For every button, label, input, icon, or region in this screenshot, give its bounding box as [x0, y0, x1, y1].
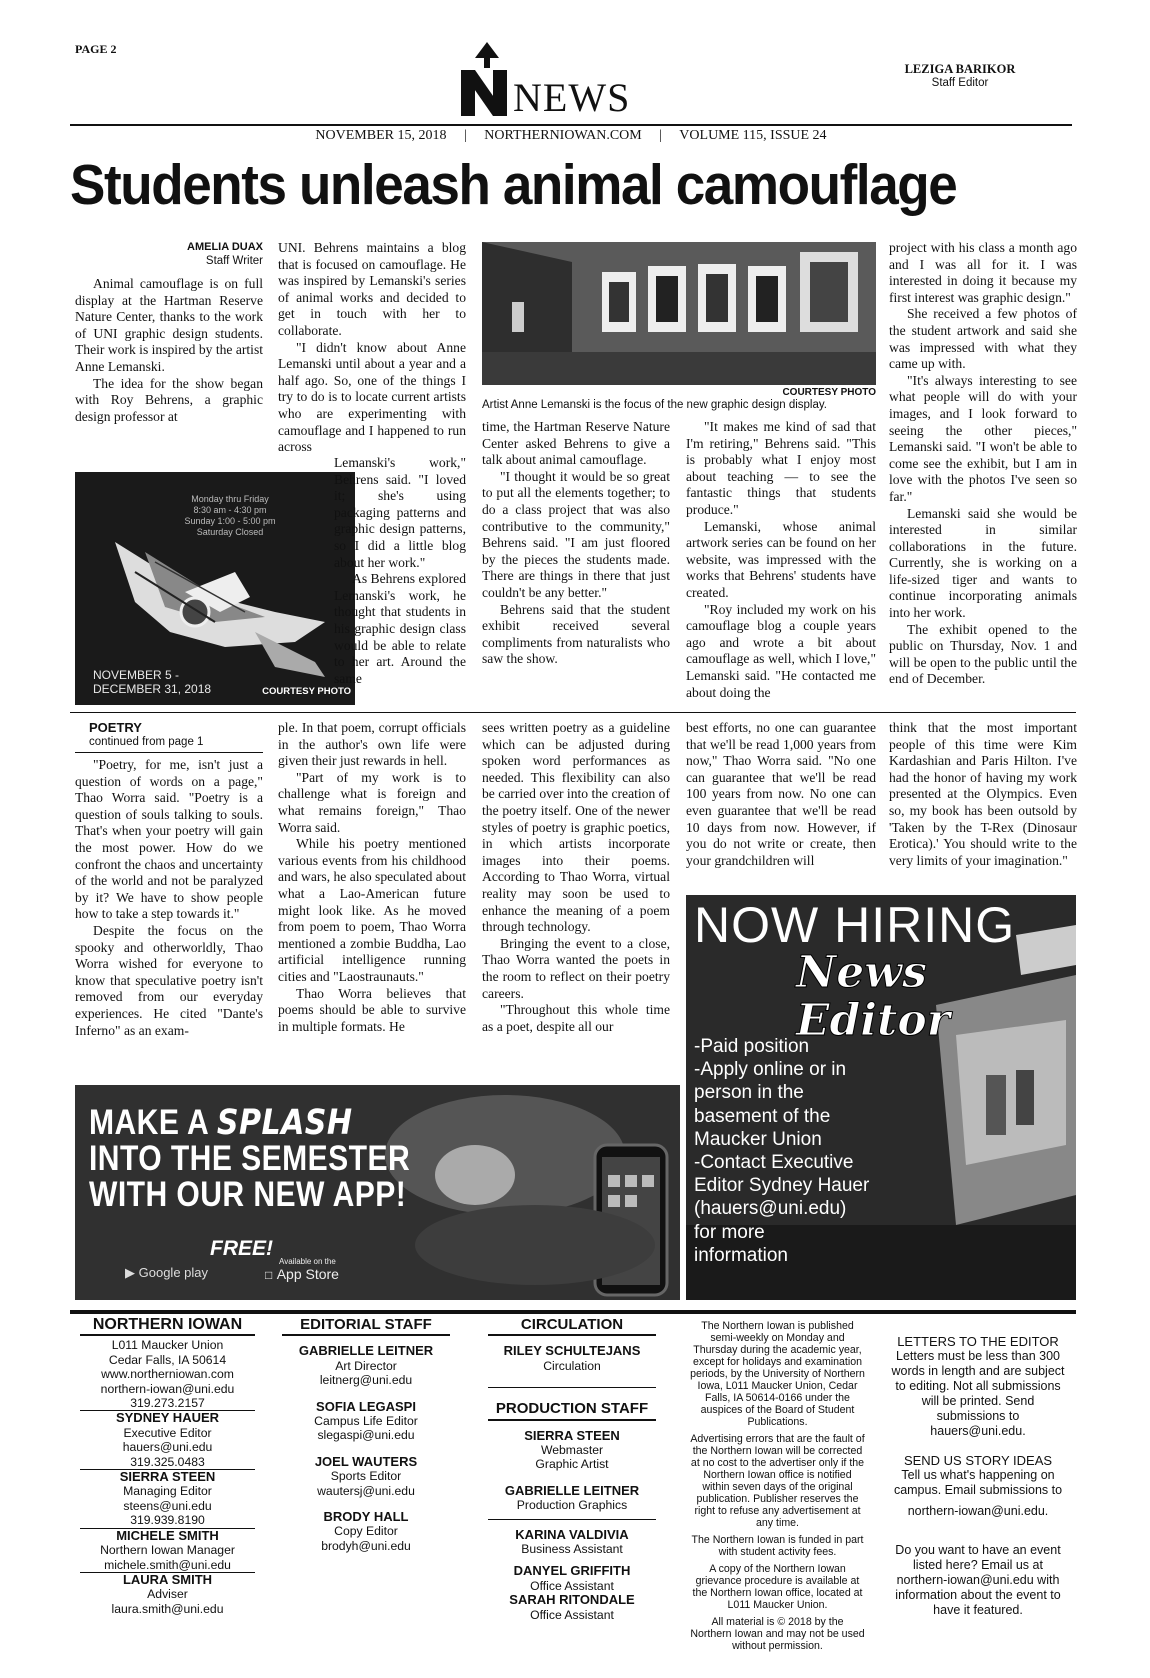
staff-role: Executive Editor	[123, 1425, 212, 1440]
staff-role: Managing Editor	[123, 1484, 212, 1499]
paragraph: "Roy included my work on his camouflage blog a couple years ago and wrote a bit about camouflage as well, which I love," Lemanski said. "He contacted me about doing the	[686, 601, 876, 700]
app-ad-headline	[89, 1105, 410, 1213]
staff-role: Campus Life Editor	[314, 1414, 418, 1429]
app-ad-line-1a: MAKE A	[89, 1103, 217, 1142]
editor-title: Staff Editor	[931, 77, 989, 89]
gallery-photo	[482, 242, 876, 385]
paragraph: Thao Worra believes that poems should be able to survive in multiple formats. He	[278, 985, 466, 1034]
staff-name: KARINA VALDIVIA	[515, 1526, 629, 1542]
letters-title: LETTERS TO THE EDITOR	[897, 1334, 1059, 1349]
header-rule	[70, 124, 1072, 126]
event-listing-body: Do you want to have an event listed here? Email us at northern-iowan@uni.edu with information about the event to have it featured.	[895, 1543, 1061, 1617]
poster-line: Sunday 1:00 - 5:00 pm	[184, 516, 276, 526]
hiring-line: -Contact Executive	[694, 1152, 854, 1174]
poetry-col-1	[75, 720, 263, 1039]
staff-role: Copy Editor	[334, 1524, 398, 1539]
app-ad-line-1	[89, 1105, 410, 1141]
section-title: NEWS	[513, 75, 631, 120]
staff-name: GABRIELLE LEITNER	[504, 1482, 640, 1498]
paragraph: The exhibit opened to the public on Thursday, Nov. 1 and will be open to the public until the end of December.	[889, 621, 1077, 687]
fine-print: Advertising errors that are the fault of the Northern Iowan will be corrected at no cost to the advertiser only if the Northern Iowan office is notified within seven days of the original publication. Publisher reserves the right to refuse any advertisement at any time.	[690, 1433, 865, 1529]
paragraph: think that the most important people of this time were Kim Kardashian and Paris Hilton. I've had the honor of having my work presented at the Olympics. Even so, my book has been outsold by 'Taken by the T-Rex (Dinosaur Erotica).' You should write to the very limits of your imagination."	[889, 720, 1077, 868]
production-staff-title: PRODUCTION STAFF	[488, 1402, 656, 1420]
paragraph: Despite the focus on the spooky and otherworldly, Thao Worra wished for everyone to know that speculative poetry isn't removed from our everyday experiences. He cited "Dante's Inferno" as an exam-	[75, 922, 263, 1038]
staff-email[interactable]: wautersj@uni.edu	[317, 1483, 415, 1498]
paragraph: ple. In that poem, corrupt officials in the author's own life were given their just rewards in hell.	[278, 720, 466, 769]
story-ideas-email[interactable]: northern-iowan@uni.edu.	[907, 1504, 1049, 1518]
paragraph: project with his class a month ago and I was all for it. I was interested in doing it because my first interest was graphic design."	[889, 240, 1077, 305]
section-divider	[70, 712, 1076, 713]
hiring-line: person in the	[694, 1082, 804, 1104]
article-col-5	[889, 240, 1077, 688]
poster-dates: NOVEMBER 5 - DECEMBER 31, 2018	[93, 668, 212, 696]
exhibit-poster-photo	[75, 472, 355, 705]
staff-name: JOEL WAUTERS	[314, 1453, 418, 1469]
fine-print: All material is © 2018 by the Northern Iowan and may not be used without permission.	[690, 1616, 865, 1652]
staff-phone: 319.325.0483	[80, 1455, 255, 1470]
editor-credit	[880, 62, 1040, 89]
masthead-column	[80, 1318, 255, 1616]
staff-email[interactable]: slegaspi@uni.edu	[317, 1428, 415, 1443]
hiring-details	[694, 1035, 869, 1267]
masthead-title: NORTHERN IOWAN	[80, 1318, 255, 1336]
staff-role: Business Assistant	[521, 1542, 623, 1557]
play-icon: ▶	[125, 1265, 135, 1280]
letters-column	[888, 1334, 1068, 1618]
staff-role: Sports Editor	[330, 1469, 402, 1484]
staff-role: Art Director	[335, 1358, 397, 1373]
hiring-line: Maucker Union	[694, 1128, 822, 1150]
staff-name: BRODY HALL	[323, 1509, 409, 1525]
poetry-tag: POETRY	[89, 720, 142, 735]
footer-rule	[70, 1310, 1076, 1314]
dateline	[70, 128, 1072, 144]
staff-name: LAURA SMITH	[122, 1571, 213, 1587]
hiring-email[interactable]: (hauers@uni.edu)	[694, 1198, 847, 1220]
article-col-4	[686, 419, 876, 701]
author-name: AMELIA DUAX	[187, 241, 263, 253]
photo-caption: Artist Anne Lemanski is the focus of the new graphic design display.	[482, 399, 827, 411]
hiring-line: -Paid position	[694, 1036, 810, 1057]
hiring-line: Editor Sydney Hauer	[694, 1175, 870, 1197]
fine-print: A copy of the Northern Iowan grievance procedure is available at the Northern Iowan office, located at L011 Maucker Union.	[692, 1563, 863, 1611]
app-store-label: App Store	[276, 1266, 339, 1282]
paragraph: Lemanski said she would be interested in similar collaborations in the future. Currently, she is working on a life-sized tiger and wants to continue incorporating animals into her work.	[889, 505, 1077, 621]
staff-role: Northern Iowan Manager	[100, 1543, 235, 1558]
poster-line: 8:30 am - 4:30 pm	[193, 505, 267, 515]
article-col-2-narrow	[334, 455, 466, 687]
poetry-col-4	[686, 720, 876, 869]
photo-credit: COURTESY PHOTO	[782, 387, 876, 398]
staff-email[interactable]: laura.smith@uni.edu	[111, 1601, 224, 1616]
app-store-button[interactable]	[265, 1257, 339, 1284]
photo-credit: COURTESY PHOTO	[262, 686, 351, 697]
paragraph: As Behrens explored Lemanski's work, he thought that students in his graphic design class would be able to relate to her art. Around the same	[334, 571, 467, 686]
app-ad-line-3: WITH OUR NEW APP!	[89, 1175, 407, 1214]
fine-print: The Northern Iowan is funded in part with student activity fees.	[691, 1534, 864, 1558]
paragraph: Lemanski, whose animal artwork series can be found on her website, was impressed with the works that Behrens' students have created.	[686, 518, 876, 600]
issue-date: NOVEMBER 15, 2018	[315, 128, 447, 143]
staff-name: SIERRA STEEN	[119, 1469, 216, 1485]
paragraph: "I didn't know about Anne Lemanski until about a year and a half ago. So, one of the things I try to do is to locate current artists who are experimenting with camouflage and I happened to run across	[278, 339, 466, 455]
poster-line: Saturday Closed	[196, 527, 264, 537]
staff-name: MICHELE SMITH	[116, 1527, 219, 1543]
app-store-small: Available on the	[279, 1257, 336, 1266]
article-col-1	[75, 240, 263, 425]
article-col-2-top	[278, 240, 466, 456]
address-line: L011 Maucker Union	[111, 1338, 224, 1353]
paragraph: She received a few photos of the student artwork and said she was impressed with what they came up with.	[889, 306, 1077, 372]
staff-name: SYDNEY HAUER	[115, 1410, 220, 1426]
paragraph: sees written poetry as a guideline which can be adjusted during spoken word performances as needed. This flexibility can also be carried over into the creation of the poetry itself. One of the newer styles of poetry is graphic poetics, in which artists incorporate images into their poems. According to Thao Worra, virtual reality may soon be used to enhance the meaning of a poem through technology.	[482, 720, 670, 935]
gallery-wall-image	[482, 242, 876, 385]
section-logo	[457, 40, 687, 120]
website-link[interactable]: www.northerniowan.com	[101, 1367, 234, 1382]
paragraph: While his poetry mentioned various events from his childhood and wars, he also speculated about what a Lao-American future might look like. As he moved from poem to poem, Thao Worra mentioned a zombie Buddha, Lao artificial intelligence running cities and "Laostraunauts."	[278, 836, 466, 984]
page-number: PAGE 2	[75, 42, 117, 56]
app-ad[interactable]	[75, 1085, 680, 1300]
paragraph: "I thought it would be so great to put all the elements together; to do a class project that was also contributive to the community," Behrens said. "I am just floored by the pieces the students made. There are things in there that just couldn't be any better."	[482, 468, 670, 600]
paragraph: "It's always interesting to see what people will do with your images, and I look forward to seeing the other pieces," Lemanski said. "I won't be able to come see the exhibit, but I am in love with the photos I've seen so far."	[889, 372, 1077, 504]
continued-note: continued from page 1	[75, 735, 263, 753]
staff-role: Webmaster	[540, 1443, 604, 1458]
website[interactable]: NORTHERNIOWAN.COM	[484, 128, 642, 143]
staff-name: SOFIA LEGASPI	[316, 1398, 416, 1414]
staff-phone: 319.939.8190	[80, 1513, 255, 1528]
phone-icon: □	[265, 1268, 273, 1282]
dateline-separator: |	[659, 128, 663, 143]
email-link[interactable]: northern-iowan@uni.edu	[100, 1381, 235, 1396]
poster-line: Monday thru Friday	[191, 494, 269, 504]
staff-email[interactable]: leitnerg@uni.edu	[319, 1373, 413, 1388]
staff-email[interactable]: michele.smith@uni.edu	[80, 1558, 255, 1573]
staff-email[interactable]: brodyh@uni.edu	[321, 1538, 411, 1553]
editorial-staff-title: EDITORIAL STAFF	[282, 1318, 450, 1336]
address-line: Cedar Falls, IA 50614	[108, 1352, 227, 1367]
poetry-col-2	[278, 720, 466, 1035]
hiring-line: for more	[694, 1221, 765, 1243]
staff-email[interactable]: hauers@uni.edu	[122, 1440, 213, 1455]
editorial-staff-column	[282, 1318, 450, 1553]
editor-name: LEZIGA BARIKOR	[904, 62, 1016, 76]
staff-role: Office Assistant	[530, 1578, 614, 1593]
dateline-separator: |	[463, 128, 467, 143]
staff-role: Adviser	[147, 1587, 188, 1602]
hiring-line: -Apply online or in	[694, 1059, 847, 1081]
free-label: FREE!	[210, 1237, 273, 1260]
volume: VOLUME 115, ISSUE 24	[679, 128, 827, 143]
staff-role: Office Assistant	[530, 1607, 614, 1622]
poetry-col-3	[482, 720, 670, 1035]
staff-name: GABRIELLE LEITNER	[298, 1343, 434, 1359]
hiring-title: NOW HIRING	[694, 897, 1016, 953]
splash-word: SPLASH	[216, 1103, 353, 1143]
headline: Students unleash animal camouflage	[70, 153, 957, 217]
circulation-title: CIRCULATION	[488, 1318, 656, 1336]
staff-role: Production Graphics	[488, 1498, 656, 1519]
staff-name: SIERRA STEEN	[524, 1427, 620, 1443]
fine-print: The Northern Iowan is published semi-weekly on Monday and Thursday during the academic year, except for holidays and examination periods, by the University of Northern Iowa, L011 Maucker Union, Cedar Falls, IA 50614-0166 under the auspices of the Board of Student Publications.	[690, 1320, 865, 1428]
paragraph: The idea for the show began with Roy Behrens, a graphic design professor at	[75, 375, 263, 424]
article-col-3	[482, 419, 670, 668]
google-play-label: Google play	[138, 1265, 209, 1280]
letters-body: Letters must be less than 300 words in length and are subject to editing. Not all submissions will be printed. Send submissions to hauers@uni.edu.	[891, 1349, 1065, 1438]
circulation-column	[488, 1318, 656, 1622]
story-ideas-title: SEND US STORY IDEAS	[903, 1453, 1053, 1468]
staff-name: DANYEL GRIFFITH	[513, 1563, 631, 1579]
staff-role: Circulation	[488, 1359, 656, 1388]
paragraph: "It makes me kind of sad that I'm retiring," Behrens said. "This is probably what I enjoy most about teaching — to see the fantastic things that students produce."	[686, 419, 876, 517]
publication-info	[690, 1320, 865, 1652]
paragraph: Lemanski's work," Behrens said. "I loved it; she's using packaging patterns and graphic design patterns, so I did a little blog about her work."	[334, 455, 466, 570]
paragraph: "Part of my work is to challenge what is foreign and what remains foreign," Thao Worra said.	[278, 769, 466, 835]
paragraph: UNI. Behrens maintains a blog that is focused on camouflage. He was inspired by Lemanski's series of animal works and decided to get in touch with her to collaborate.	[278, 240, 466, 338]
hiring-script: News Editor	[796, 947, 950, 1046]
ni-logo-icon	[457, 40, 517, 118]
google-play-button[interactable]	[125, 1265, 208, 1281]
hiring-line: information	[694, 1244, 788, 1266]
paragraph: Behrens said that the student exhibit received several compliments from naturalists who saw the show.	[482, 601, 670, 667]
app-ad-line-2: INTO THE SEMESTER	[89, 1139, 411, 1178]
story-ideas-body: Tell us what's happening on campus. Email submissions to	[893, 1468, 1063, 1497]
poetry-col-5	[889, 720, 1077, 869]
staff-name: RILEY SCHULTEJANS	[503, 1343, 641, 1359]
byline	[75, 240, 263, 268]
now-hiring-ad[interactable]	[686, 895, 1076, 1300]
staff-name: SARAH RITONDALE	[509, 1592, 635, 1608]
paragraph: best efforts, no one can guarantee that we'll be read 1,000 years from now," Thao Worra said. "No one can guarantee that we'll be read 100 years from now. No one can even guarantee that we'll be read 10 days from now. However, if you do not write or create, then your grandchildren will	[686, 720, 876, 868]
paragraph: "Poetry, for me, isn't just a question of words on a page," Thao Worra said. "Poetry is a question of souls talking to souls. That's when your poetry will gain the most power. How do we confront the chaos and uncertainty of the world and not be paralyzed by it? We have to show people how to take a step towards it."	[75, 757, 263, 922]
paragraph: "Throughout this whole time as a poet, despite all our	[482, 1002, 670, 1034]
phone: 319.273.2157	[80, 1396, 255, 1411]
paragraph: Bringing the event to a close, Thao Worra wanted the poets in the room to reflect on their poetry careers.	[482, 935, 670, 1001]
author-title: Staff Writer	[205, 255, 263, 267]
paragraph: time, the Hartman Reserve Nature Center asked Behrens to give a talk about animal camouflage.	[482, 419, 670, 468]
staff-role: Graphic Artist	[535, 1457, 609, 1472]
paragraph: Animal camouflage is on full display at the Hartman Reserve Nature Center, thanks to the work of UNI graphic design students. Their work is inspired by the artist Anne Lemanski.	[75, 276, 264, 374]
hiring-line: basement of the	[694, 1105, 831, 1127]
staff-email[interactable]: steens@uni.edu	[123, 1498, 212, 1513]
